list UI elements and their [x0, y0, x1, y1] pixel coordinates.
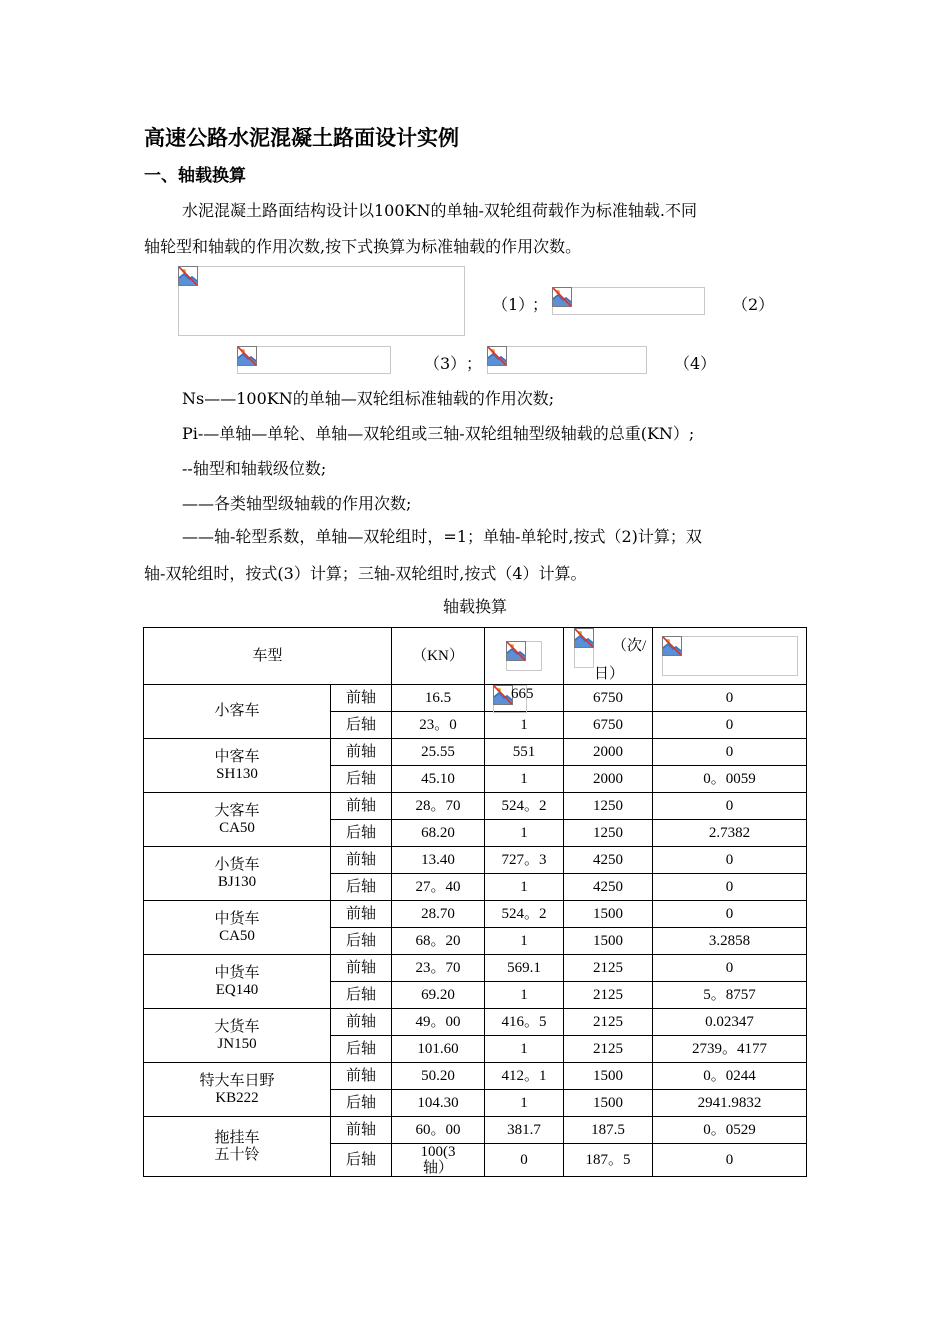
coefficient-cell: 1 — [485, 1036, 564, 1063]
axle-cell: 前轴 — [331, 793, 392, 820]
frequency-cell: 1500 — [564, 1063, 653, 1090]
frequency-cell: 1500 — [564, 928, 653, 955]
broken-image-icon — [493, 685, 513, 705]
load-cell: 104.30 — [392, 1090, 485, 1117]
vehicle-name: 拖挂车 — [214, 1129, 260, 1146]
table-caption: 轴载换算 — [442, 597, 507, 616]
table-row — [144, 1063, 807, 1090]
vehicle-cell — [144, 1117, 331, 1177]
axle-cell: 后轴 — [331, 982, 392, 1009]
frequency-cell: 187。5 — [564, 1144, 653, 1177]
section-heading: 一、轴载换算 — [144, 166, 246, 186]
frequency-cell: 4250 — [564, 847, 653, 874]
frequency-unit: （次/ — [612, 638, 647, 654]
load-cell: 13.40 — [392, 847, 485, 874]
broken-image-icon — [662, 636, 682, 656]
axle-cell: 后轴 — [331, 874, 392, 901]
frequency-cell: 187.5 — [564, 1117, 653, 1144]
standard-axles-cell: 0 — [653, 874, 807, 901]
coefficient-cell: 0 — [485, 1144, 564, 1177]
coefficient-cell: 524。2 — [485, 901, 564, 928]
coefficient-cell: 727。3 — [485, 847, 564, 874]
vehicle-name: 中货车 — [214, 910, 260, 927]
standard-axles-cell: 5。8757 — [653, 982, 807, 1009]
paragraph-line: 轴轮型和轴载的作用次数,按下式换算为标准轴载的作用次数。 — [144, 237, 582, 256]
axle-cell: 前轴 — [331, 955, 392, 982]
frequency-cell: 2125 — [564, 1009, 653, 1036]
axle-cell: 后轴 — [331, 712, 392, 739]
vehicle-cell — [144, 793, 331, 847]
vehicle-model: CA50 — [219, 819, 255, 836]
equation-label: （4） — [674, 354, 717, 373]
table-row — [144, 685, 807, 712]
coefficient-cell: 1 — [485, 874, 564, 901]
frequency-cell: 1250 — [564, 793, 653, 820]
load-cell — [392, 1144, 485, 1177]
load-cell: 50.20 — [392, 1063, 485, 1090]
table-row — [144, 739, 807, 766]
vehicle-name: 小客车 — [214, 703, 260, 719]
load-line: 轴） — [422, 1160, 453, 1176]
load-cell: 28。70 — [392, 793, 485, 820]
load-cell: 16.5 — [392, 685, 485, 712]
load-cell: 68。20 — [392, 928, 485, 955]
definition-ns: Ns——100KN的单轴—双轮组标准轴载的作用次数; — [182, 389, 555, 408]
equation-label: （3） — [424, 354, 467, 373]
frequency-cell: 1500 — [564, 1090, 653, 1117]
vehicle-model: 五十铃 — [214, 1146, 260, 1163]
vehicle-model: KB222 — [215, 1089, 259, 1106]
vehicle-cell — [144, 1063, 331, 1117]
coefficient-cell: 1 — [485, 766, 564, 793]
vehicle-model: EQ140 — [215, 981, 259, 998]
definition-pi: Pi-—单轴—单轮、单轴—双轮组或三轴-双轮组轴型级轴载的总重(KN）; — [182, 424, 695, 443]
frequency-cell: 2125 — [564, 982, 653, 1009]
coefficient-cell: 412。1 — [485, 1063, 564, 1090]
coefficient-cell — [485, 685, 564, 712]
vehicle-model: JN150 — [217, 1035, 257, 1052]
frequency-cell: 2000 — [564, 739, 653, 766]
standard-axles-cell: 0 — [653, 739, 807, 766]
broken-image-icon — [552, 287, 572, 307]
standard-axles-cell: 2739。4177 — [653, 1036, 807, 1063]
table-row — [144, 1009, 807, 1036]
axle-load-table — [143, 627, 807, 1177]
load-cell: 25.55 — [392, 739, 485, 766]
frequency-cell: 6750 — [564, 685, 653, 712]
frequency-cell: 4250 — [564, 874, 653, 901]
vehicle-name: 特大车日野 — [199, 1072, 275, 1089]
standard-axles-cell: 2941.9832 — [653, 1090, 807, 1117]
standard-axles-cell: 0 — [653, 847, 807, 874]
header-standard-axles — [653, 628, 807, 685]
axle-cell: 后轴 — [331, 1090, 392, 1117]
load-cell: 101.60 — [392, 1036, 485, 1063]
load-cell: 27。40 — [392, 874, 485, 901]
equation-separator: ； — [532, 295, 549, 314]
equation-4-image — [487, 346, 647, 374]
coefficient-cell: 1 — [485, 820, 564, 847]
coefficient-overlay-text: 665 — [511, 686, 534, 702]
axle-cell: 后轴 — [331, 1144, 392, 1177]
frequency-unit-cont: 日） — [594, 666, 625, 682]
axle-cell: 后轴 — [331, 766, 392, 793]
axle-cell: 前轴 — [331, 1117, 392, 1144]
broken-image-icon — [574, 628, 594, 648]
vehicle-cell — [144, 1009, 331, 1063]
standard-axles-cell: 0 — [653, 1144, 807, 1177]
header-coefficient — [485, 628, 564, 685]
load-cell: 23。0 — [392, 712, 485, 739]
standard-axles-cell: 0 — [653, 955, 807, 982]
frequency-cell: 2125 — [564, 955, 653, 982]
coefficient-cell: 1 — [485, 712, 564, 739]
vehicle-name: 中货车 — [214, 964, 260, 981]
coefficient-cell: 416。5 — [485, 1009, 564, 1036]
table-row — [144, 1117, 807, 1144]
broken-image-icon — [237, 346, 257, 366]
equation-1-image — [178, 266, 465, 336]
frequency-cell: 2000 — [564, 766, 653, 793]
header-load: （KN） — [392, 628, 485, 685]
definition-ni: ——各类轴型级轴载的作用次数; — [182, 494, 412, 513]
table-row — [144, 793, 807, 820]
broken-image-icon — [487, 346, 507, 366]
axle-cell: 后轴 — [331, 1036, 392, 1063]
coefficient-cell: 1 — [485, 928, 564, 955]
table-row — [144, 901, 807, 928]
coefficient-cell: 524。2 — [485, 793, 564, 820]
equation-label: （2） — [732, 295, 775, 314]
coefficient-cell: 1 — [485, 1090, 564, 1117]
equation-label: （1） — [492, 295, 535, 314]
header-vehicle: 车型 — [144, 628, 392, 685]
table-row — [144, 847, 807, 874]
axle-cell: 前轴 — [331, 685, 392, 712]
definition-delta: ——轴-轮型系数，单轴—双轮组时，=1；单轴-单轮时,按式（2)计算；双 — [182, 527, 702, 546]
standard-axles-cell: 0。0059 — [653, 766, 807, 793]
definition-n: --轴型和轴载级位数; — [182, 459, 327, 478]
load-cell: 45.10 — [392, 766, 485, 793]
equation-2-image — [552, 287, 705, 315]
load-cell: 23。70 — [392, 955, 485, 982]
standard-axles-cell: 0.02347 — [653, 1009, 807, 1036]
vehicle-cell — [144, 739, 331, 793]
standard-axles-cell: 2.7382 — [653, 820, 807, 847]
vehicle-name: 大客车 — [214, 802, 260, 819]
axle-cell: 前轴 — [331, 739, 392, 766]
axle-cell: 前轴 — [331, 847, 392, 874]
header-frequency — [564, 628, 653, 685]
vehicle-model: CA50 — [219, 927, 255, 944]
axle-cell: 前轴 — [331, 1063, 392, 1090]
load-cell: 28.70 — [392, 901, 485, 928]
axle-cell: 后轴 — [331, 928, 392, 955]
coefficient-symbol-image — [506, 641, 542, 671]
standard-axles-cell: 0 — [653, 712, 807, 739]
equation-3-image — [237, 346, 391, 374]
standard-axles-cell: 0。0529 — [653, 1117, 807, 1144]
standard-axles-cell: 0。0244 — [653, 1063, 807, 1090]
load-cell: 69.20 — [392, 982, 485, 1009]
load-cell: 60。00 — [392, 1117, 485, 1144]
standard-axles-cell: 0 — [653, 793, 807, 820]
standard-axles-cell: 0 — [653, 685, 807, 712]
vehicle-cell — [144, 901, 331, 955]
vehicle-name: 大货车 — [214, 1018, 260, 1035]
table-row — [144, 955, 807, 982]
page-title: 高速公路水泥混凝土路面设计实例 — [144, 126, 459, 150]
standard-axles-cell: 3.2858 — [653, 928, 807, 955]
broken-image-icon — [506, 641, 526, 661]
frequency-symbol-image — [574, 628, 594, 668]
frequency-cell: 6750 — [564, 712, 653, 739]
vehicle-model: SH130 — [216, 765, 258, 782]
paragraph-line: 水泥混凝土路面结构设计以100KN的单轴-双轮组荷载作为标准轴载.不同 — [182, 201, 697, 220]
vehicle-name: 中客车 — [214, 748, 260, 765]
load-cell: 68.20 — [392, 820, 485, 847]
frequency-cell: 1250 — [564, 820, 653, 847]
vehicle-model: BJ130 — [217, 873, 257, 890]
vehicle-cell — [144, 955, 331, 1009]
coefficient-cell: 569.1 — [485, 955, 564, 982]
vehicle-name: 小货车 — [214, 856, 260, 873]
load-cell: 49。00 — [392, 1009, 485, 1036]
vehicle-cell — [144, 685, 331, 739]
broken-image-icon — [178, 266, 198, 286]
load-line: 100(3 — [420, 1144, 456, 1160]
axle-cell: 前轴 — [331, 901, 392, 928]
vehicle-cell — [144, 847, 331, 901]
frequency-cell: 2125 — [564, 1036, 653, 1063]
standard-axles-cell: 0 — [653, 901, 807, 928]
coefficient-cell: 1 — [485, 982, 564, 1009]
definition-delta-cont: 轴-双轮组时，按式(3）计算；三轴-双轮组时,按式（4）计算。 — [144, 564, 587, 583]
frequency-cell: 1500 — [564, 901, 653, 928]
equation-separator: ； — [466, 354, 483, 373]
standard-axles-symbol-image — [662, 636, 798, 676]
coefficient-cell: 551 — [485, 739, 564, 766]
axle-cell: 后轴 — [331, 820, 392, 847]
axle-cell: 前轴 — [331, 1009, 392, 1036]
coefficient-cell: 381.7 — [485, 1117, 564, 1144]
